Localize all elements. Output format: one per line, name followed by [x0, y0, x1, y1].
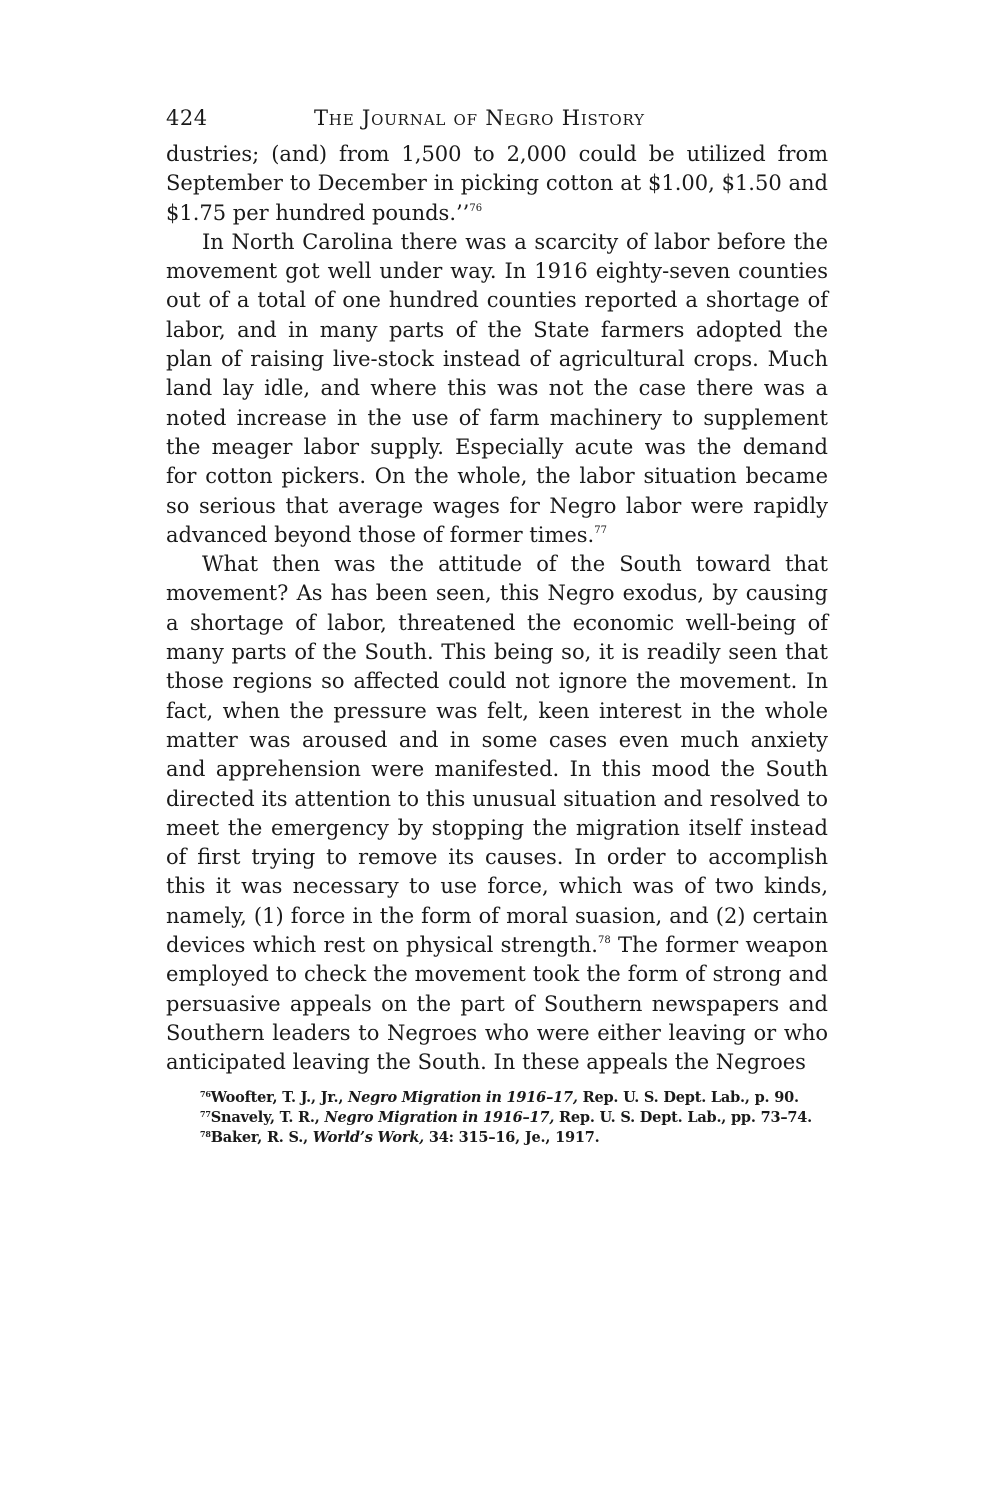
paragraph-north-carolina	[166, 228, 828, 550]
footnote-78	[166, 1128, 828, 1148]
body-text	[166, 140, 828, 1078]
footnote-marker: 77	[200, 1108, 211, 1119]
journal-title: The Journal of Negro History	[314, 106, 645, 130]
footnote-77	[166, 1108, 828, 1128]
paragraph-text: dustries; (and) from 1,500 to 2,000 could be utilized from September to December in picking cotton at $1.00, $1.50 and $1.75 per hundred pounds.’’	[166, 142, 828, 225]
footnote-author: Snavely, T. R.,	[210, 1108, 325, 1126]
footnote-title: Negro Migration in 1916–17,	[324, 1108, 555, 1126]
footnote-ref: 78	[597, 935, 611, 947]
footnote-source: 34: 315–16, Je., 1917.	[424, 1128, 600, 1146]
footnotes	[166, 1088, 828, 1148]
page-number: 424	[166, 106, 208, 130]
paragraph-continuation	[166, 140, 828, 228]
footnote-title: Negro Migration in 1916–17,	[348, 1088, 578, 1106]
paragraph-text: What then was the attitude of the South toward that movement? As has been seen, this Negro exodus, by causing a shortage of labor, threatened the economic well-being of many parts of the South. This being so, it is readily seen that those regions so affected could not ignore the movement. In fact, when the pressure was felt, keen interest in the whole matter was aroused and in some cases even much anxiety and apprehension were manifested. In this mood the South directed its attention to this unusual situation and resolved to meet the emergency by stopping the migration itself instead of first trying to remove its causes. In order to accomplish this it was necessary to use force, which was of two kinds, namely, (1) force in the form of moral suasion, and (2) certain devices which rest on physical strength.	[166, 552, 828, 958]
running-head	[166, 100, 828, 140]
footnote-author: Woofter, T. J., Jr.,	[210, 1088, 349, 1106]
paragraph-text: In North Carolina there was a scarcity of labor before the movement got well under way. In 1916 eighty-seven counties out of a total of one hundred counties reported a shortage of labor, and in many parts of the State farmers adopted the plan of raising live-stock instead of agricultural crops. Much land lay idle, and where this was not the case there was a noted increase in the use of farm machinery to supplement the meager labor supply. Especially acute was the demand for cotton pickers. On the whole, the labor situation became so serious that average wages for Negro labor were rapidly advanced beyond those of former times.	[166, 229, 828, 547]
book-page	[166, 100, 828, 1148]
footnote-marker: 76	[200, 1088, 211, 1099]
footnote-source: Rep. U. S. Dept. Lab., pp. 73–74.	[554, 1108, 813, 1126]
footnote-source: Rep. U. S. Dept. Lab., p. 90.	[577, 1088, 799, 1106]
footnote-ref: 77	[594, 524, 607, 536]
paragraph-text: The former weapon employed to check the movement took the form of strong and persuasive appeals on the part of Southern newspapers and Southern leaders to Negroes who were either leaving or who anticipated leaving the South. In these appeals the Negroes	[166, 933, 828, 1075]
footnote-author: Baker, R. S.,	[210, 1128, 313, 1146]
footnote-title: World’s Work,	[312, 1128, 425, 1146]
footnote-ref: 76	[469, 202, 483, 214]
footnote-marker: 78	[200, 1128, 211, 1139]
footnote-76	[166, 1088, 828, 1108]
paragraph-attitude-of-south	[166, 550, 828, 1077]
